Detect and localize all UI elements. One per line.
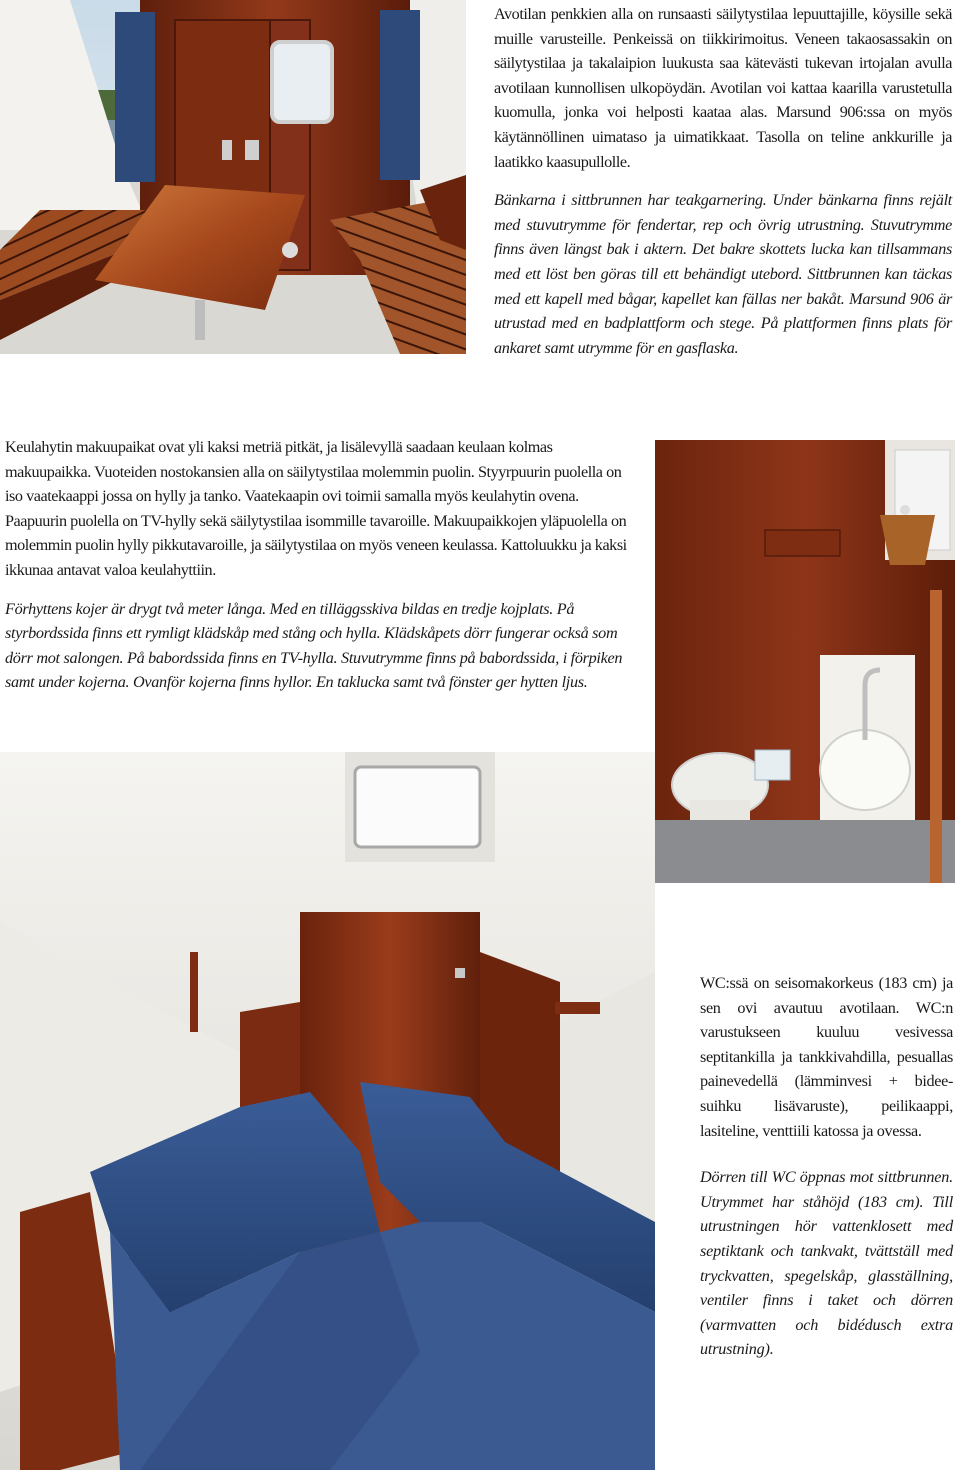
wc-photo <box>655 440 955 883</box>
wc-text <box>700 971 953 1362</box>
forecabin-text-fi: Keulahytin makuupaikat ovat yli kaksi metriä pitkät, ja lisälevyllä saadaan keulaan kolmas makuupaikka. Vuoteiden nostokansien alla on säilytystilaa molemmin puolin. Styyrpuurin puolella on iso vaatekaappi jossa on hylly ja tanko. Vaatekaapin ovi toimii samalla myös keulahytin ovena. Paapuurin puolella on TV-hylly sekä säilytystilaa isommille tavaroille. Makuupaikkojen yläpuolella on molemmin puolin hylly pikkutavaroille, ja säilytystilaa on myös veneen keulassa. Kattoluukku ja kaksi ikkunaa antavat valoa keulahyttiin. <box>5 438 627 579</box>
forecabin-photo <box>0 752 655 1470</box>
forecabin-text-sv: Förhyttens kojer är drygt två meter långa. Med en tilläggsskiva bildas en tredje kojplats. På styrbordssida finns ett rymligt klädskåp med stång och hylla. Klädskåpets dörr fungerar också som dörr mot salongen. På babordssida finns en TV-hylla. Stuvutrymme finns på babordssida, i förpiken samt under kojerna. Ovanför kojerna finns hyllor. En taklucka samt två fönster ger hytten ljus. <box>5 599 623 692</box>
cockpit-text <box>494 2 952 360</box>
wc-text-fi: WC:ssä on seisomakorkeus (183 cm) ja sen ovi avautuu avotilaan. WC:n varustukseen kuuluu vesivessa septitankilla ja tankkivahdilla, pesuallas painevedellä (lämminvesi + bidee-suihku lisävaruste), peilikaappi, lasiteline, venttiili katossa ja ovessa. <box>700 974 953 1140</box>
cockpit-text-fi: Avotilan penkkien alla on runsaasti säilytystilaa lepuuttajille, köysille sekä muille varusteille. Penkeissä on tiikkirimoitus. Veneen takaosassakin on säilytystilaa ja takalaipion luukusta saa kätevästi tukevan irtojalan avulla avotilaan kunnollisen ulkopöydän. Avotilan voi kattaa kaarilla varustetulla kuomulla, jonka voi helposti kaataa alas. Marsund 906:ssa on myös käytännöllinen uimataso ja uimatikkaat. Tasolla on teline ankkurille ja laatikko kaasupullolle. <box>494 5 952 171</box>
cockpit-photo <box>0 0 466 354</box>
cockpit-text-sv: Bänkarna i sittbrunnen har teakgarnering. Under bänkarna finns rejält med stuvutrymme för fendertar, rep och övrig utrustning. Stuvutrymme finns även längst bak i aktern. Det bakre skottets lucka kan tillsammans med ett löst ben göras till ett behändigt utebord. Sittbrunnen kan täckas med ett kapell med bågar, kapellet kan fällas ner bakåt. Marsund 906 är utrustad med en badplattform och stege. På plattformen finns plats för ankaret samt utrymme för en gasflaska. <box>494 191 952 357</box>
forecabin-text <box>5 435 633 695</box>
wc-text-sv: Dörren till WC öppnas mot sittbrunnen. Utrymmet har ståhöjd (183 cm). Till utrustningen hör vattenklosett med septiktank och tankvakt, tvättställ med tryckvatten, spegelskåp, glasställning, ventiler finns i taket och dörren (varmvatten och bidédusch extra utrustning). <box>700 1168 953 1359</box>
